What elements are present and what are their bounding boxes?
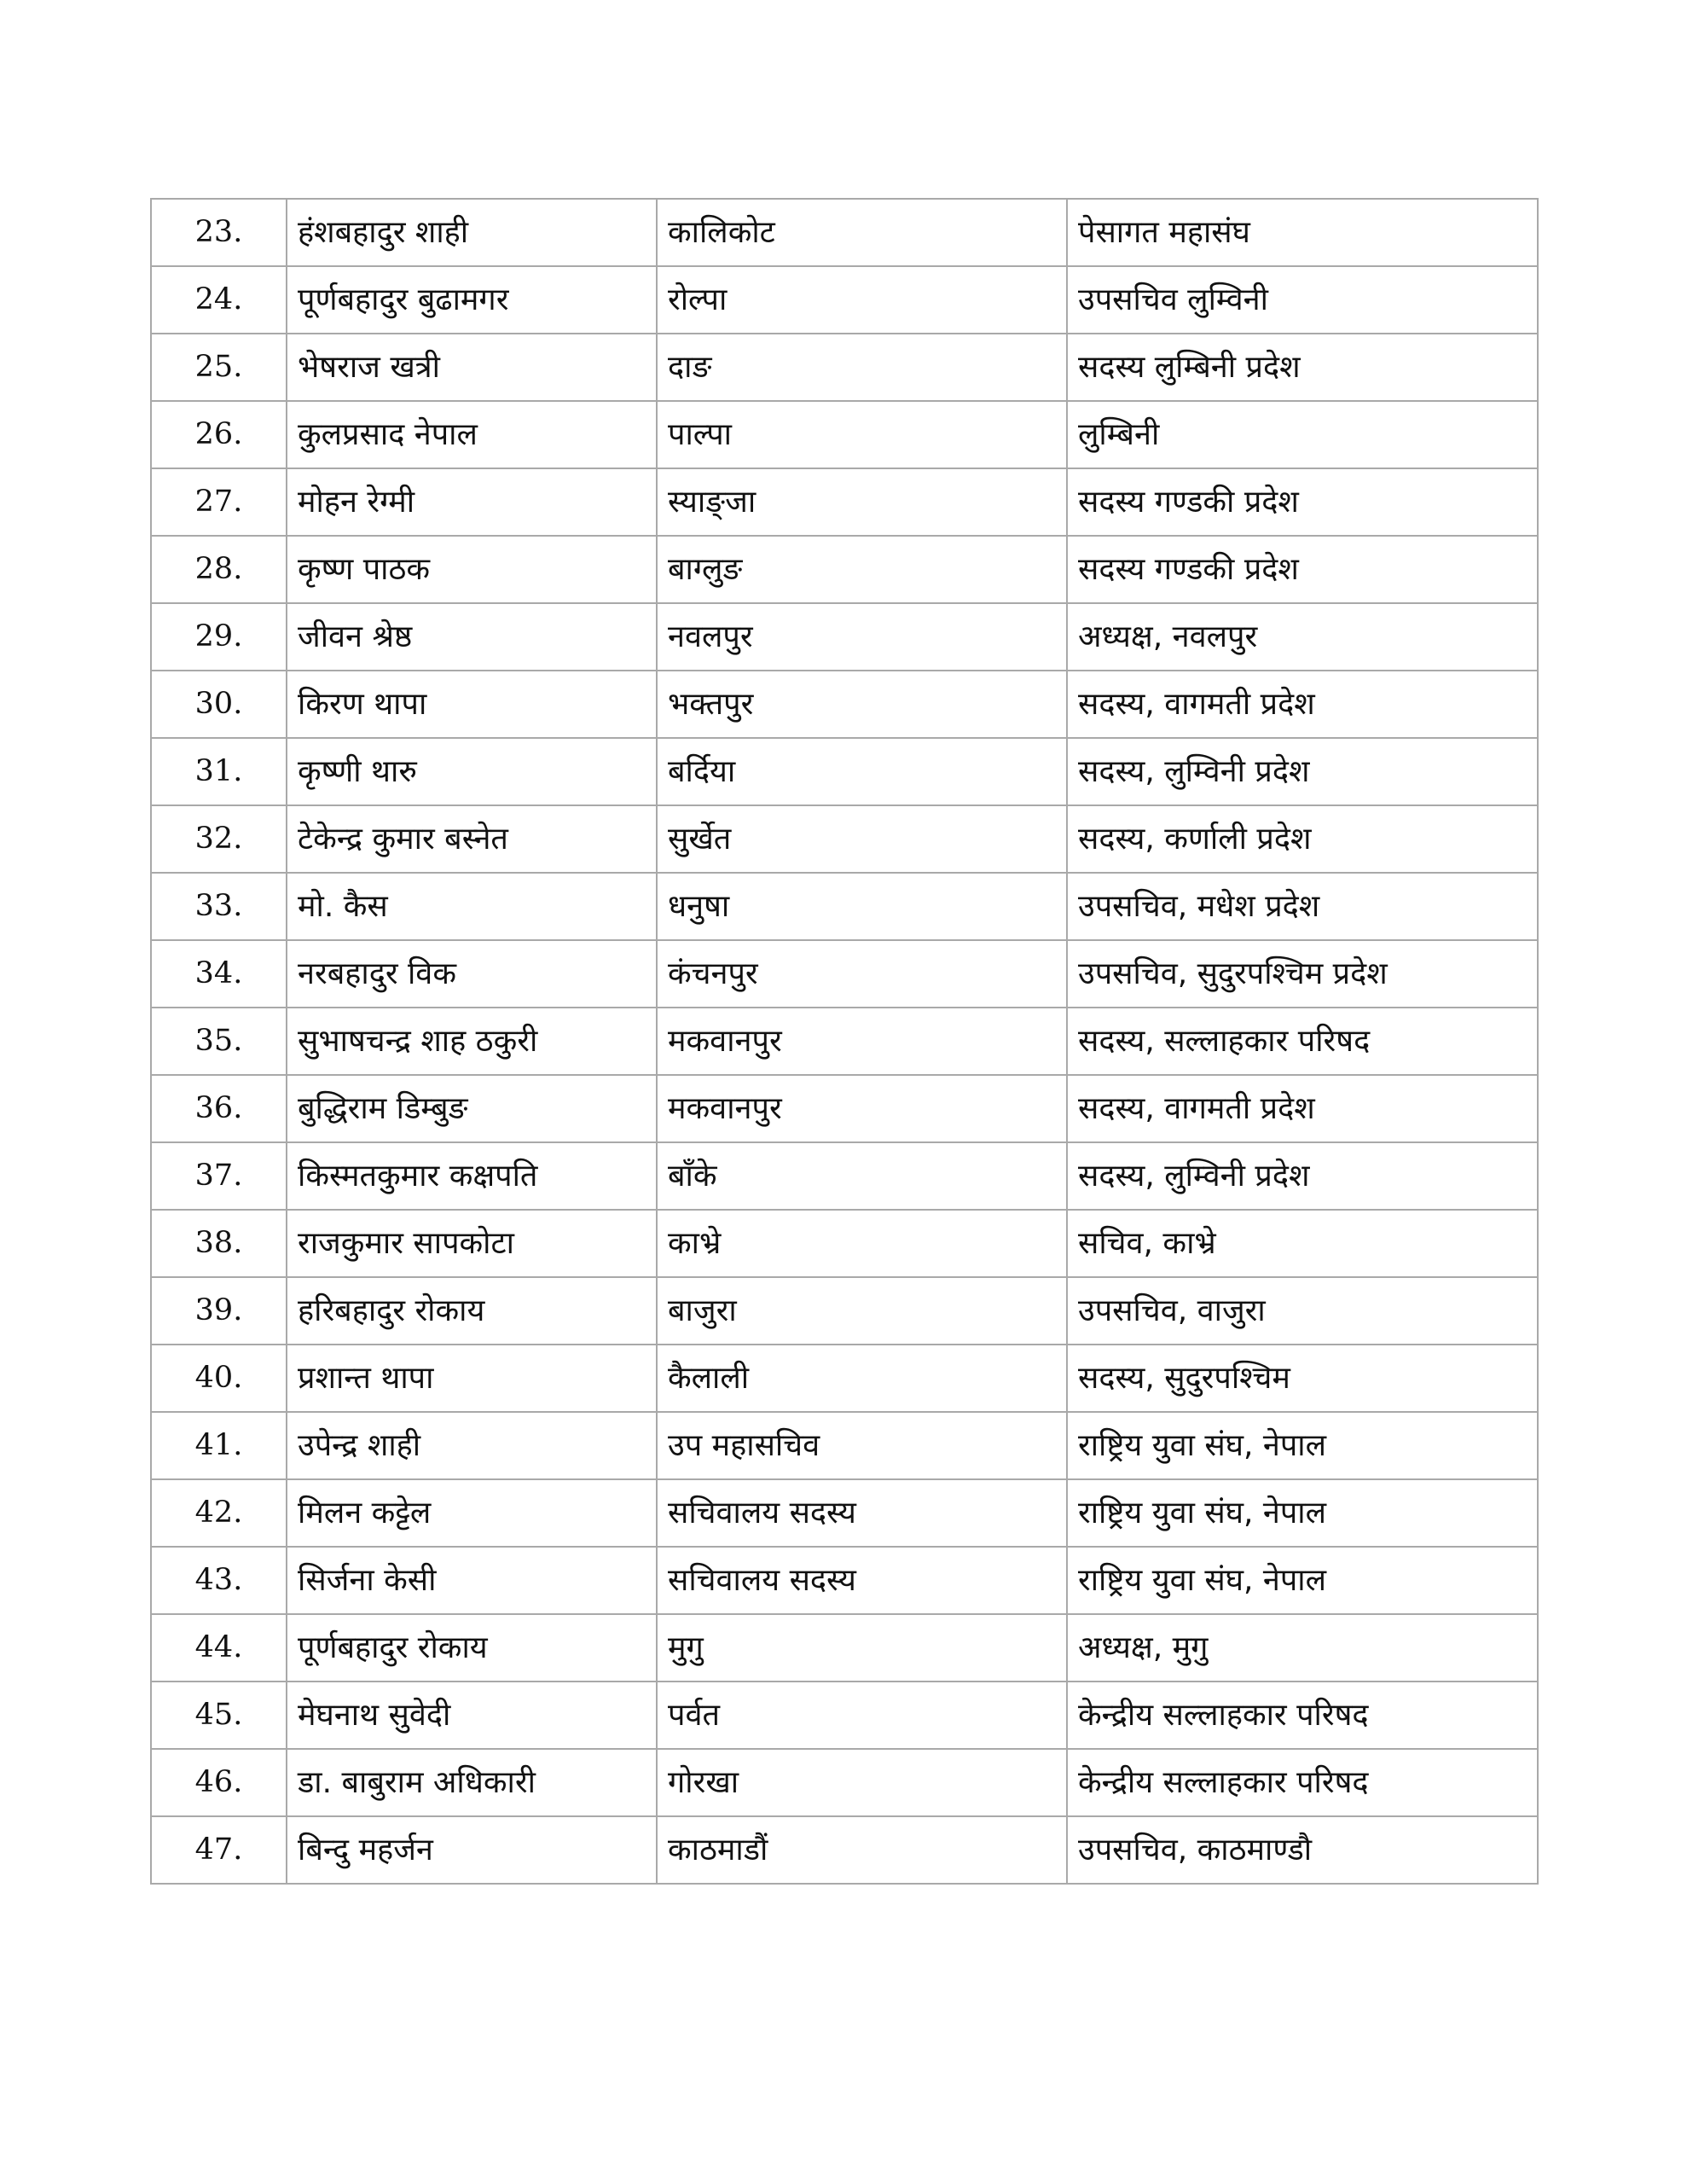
member-name: मिलन कट्टेल (287, 1479, 657, 1547)
member-name: बिन्दु महर्जन (287, 1816, 657, 1884)
member-district: भक्तपुर (657, 671, 1067, 738)
member-position: उपसचिव, सुदुरपश्चिम प्रदेश (1067, 940, 1538, 1008)
table-row (151, 536, 1538, 603)
table-row (151, 940, 1538, 1008)
member-position: उपसचिव, काठमाण्डौ (1067, 1816, 1538, 1884)
member-position: सदस्य, कर्णाली प्रदेश (1067, 805, 1538, 873)
table-row (151, 401, 1538, 468)
member-district: काठमाडौं (657, 1816, 1067, 1884)
member-district: सुर्खेत (657, 805, 1067, 873)
member-position: सदस्य, लुम्विनी प्रदेश (1067, 1142, 1538, 1210)
row-number: 36. (151, 1075, 287, 1142)
row-number: 25. (151, 334, 287, 401)
row-number: 37. (151, 1142, 287, 1210)
member-name: टेकेन्द्र कुमार बस्नेत (287, 805, 657, 873)
member-district: काभ्रे (657, 1210, 1067, 1277)
row-number: 44. (151, 1614, 287, 1682)
row-number: 35. (151, 1008, 287, 1075)
member-name: प्रशान्त थापा (287, 1345, 657, 1412)
row-number: 33. (151, 873, 287, 940)
member-table (150, 198, 1539, 1885)
member-name: मेघनाथ सुवेदी (287, 1682, 657, 1749)
table-row (151, 805, 1538, 873)
member-position: अध्यक्ष, मुगु (1067, 1614, 1538, 1682)
member-position: उपसचिव, मधेश प्रदेश (1067, 873, 1538, 940)
member-position: राष्ट्रिय युवा संघ, नेपाल (1067, 1479, 1538, 1547)
member-district: मकवानपुर (657, 1075, 1067, 1142)
table-row (151, 199, 1538, 266)
member-district: उप महासचिव (657, 1412, 1067, 1479)
member-district: कैलाली (657, 1345, 1067, 1412)
row-number: 26. (151, 401, 287, 468)
table-row (151, 1008, 1538, 1075)
member-district: बर्दिया (657, 738, 1067, 805)
table-row (151, 1345, 1538, 1412)
row-number: 46. (151, 1749, 287, 1816)
row-number: 47. (151, 1816, 287, 1884)
table-row (151, 1277, 1538, 1345)
table-row (151, 1479, 1538, 1547)
member-name: पूर्णबहादुर बुढामगर (287, 266, 657, 334)
member-position: केन्द्रीय सल्लाहकार परिषद (1067, 1749, 1538, 1816)
member-name: नरबहादुर विक (287, 940, 657, 1008)
table-row (151, 873, 1538, 940)
member-position: सदस्य, वागमती प्रदेश (1067, 671, 1538, 738)
member-position: उपसचिव, वाजुरा (1067, 1277, 1538, 1345)
member-position: पेसागत महासंघ (1067, 199, 1538, 266)
member-district: नवलपुर (657, 603, 1067, 671)
member-position: केन्द्रीय सल्लाहकार परिषद (1067, 1682, 1538, 1749)
row-number: 24. (151, 266, 287, 334)
member-district: मकवानपुर (657, 1008, 1067, 1075)
member-name: हरिबहादुर रोकाय (287, 1277, 657, 1345)
member-district: बाग्लुङ (657, 536, 1067, 603)
member-name: उपेन्द्र शाही (287, 1412, 657, 1479)
row-number: 29. (151, 603, 287, 671)
member-name: किस्मतकुमार कक्षपति (287, 1142, 657, 1210)
member-position: राष्ट्रिय युवा संघ, नेपाल (1067, 1412, 1538, 1479)
member-name: कृष्णी थारु (287, 738, 657, 805)
table-row (151, 1614, 1538, 1682)
member-district: सचिवालय सदस्य (657, 1547, 1067, 1614)
row-number: 40. (151, 1345, 287, 1412)
member-position: राष्ट्रिय युवा संघ, नेपाल (1067, 1547, 1538, 1614)
member-position: सचिव, काभ्रे (1067, 1210, 1538, 1277)
member-position: सदस्य गण्डकी प्रदेश (1067, 468, 1538, 536)
member-name: जीवन श्रेष्ठ (287, 603, 657, 671)
member-name: पूर्णबहादुर रोकाय (287, 1614, 657, 1682)
row-number: 23. (151, 199, 287, 266)
member-position: सदस्य, वागमती प्रदेश (1067, 1075, 1538, 1142)
row-number: 30. (151, 671, 287, 738)
member-district: बाँके (657, 1142, 1067, 1210)
row-number: 43. (151, 1547, 287, 1614)
row-number: 38. (151, 1210, 287, 1277)
member-name: भेषराज खत्री (287, 334, 657, 401)
member-district: पर्वत (657, 1682, 1067, 1749)
table-row (151, 1412, 1538, 1479)
member-district: सचिवालय सदस्य (657, 1479, 1067, 1547)
member-district: कालिकोट (657, 199, 1067, 266)
row-number: 27. (151, 468, 287, 536)
member-district: दाङ (657, 334, 1067, 401)
member-district: मुगु (657, 1614, 1067, 1682)
table-row (151, 738, 1538, 805)
member-name: सुभाषचन्द्र शाह ठकुरी (287, 1008, 657, 1075)
table-row (151, 1682, 1538, 1749)
member-position: लुम्बिनी (1067, 401, 1538, 468)
table-row (151, 1142, 1538, 1210)
member-position: सदस्य, लुम्विनी प्रदेश (1067, 738, 1538, 805)
member-position: अध्यक्ष, नवलपुर (1067, 603, 1538, 671)
member-name: बुद्धिराम डिम्बुङ (287, 1075, 657, 1142)
member-name: राजकुमार सापकोटा (287, 1210, 657, 1277)
member-district: धनुषा (657, 873, 1067, 940)
member-district: पाल्पा (657, 401, 1067, 468)
member-position: सदस्य लुम्बिनी प्रदेश (1067, 334, 1538, 401)
row-number: 42. (151, 1479, 287, 1547)
row-number: 28. (151, 536, 287, 603)
table-row (151, 266, 1538, 334)
member-district: बाजुरा (657, 1277, 1067, 1345)
member-position: सदस्य गण्डकी प्रदेश (1067, 536, 1538, 603)
member-name: कुलप्रसाद नेपाल (287, 401, 657, 468)
table-row (151, 1210, 1538, 1277)
table-row (151, 1547, 1538, 1614)
row-number: 34. (151, 940, 287, 1008)
row-number: 39. (151, 1277, 287, 1345)
member-name: डा. बाबुराम अधिकारी (287, 1749, 657, 1816)
row-number: 45. (151, 1682, 287, 1749)
member-district: रोल्पा (657, 266, 1067, 334)
row-number: 31. (151, 738, 287, 805)
member-name: किरण थापा (287, 671, 657, 738)
member-name: सिर्जना केसी (287, 1547, 657, 1614)
table-row (151, 671, 1538, 738)
member-district: कंचनपुर (657, 940, 1067, 1008)
member-position: उपसचिव लुम्विनी (1067, 266, 1538, 334)
table-row (151, 603, 1538, 671)
member-name: कृष्ण पाठक (287, 536, 657, 603)
member-district: गोरखा (657, 1749, 1067, 1816)
table-row (151, 1749, 1538, 1816)
row-number: 32. (151, 805, 287, 873)
member-table-body (151, 199, 1538, 1884)
member-name: मोहन रेग्मी (287, 468, 657, 536)
table-row (151, 468, 1538, 536)
row-number: 41. (151, 1412, 287, 1479)
member-district: स्याङ्जा (657, 468, 1067, 536)
member-position: सदस्य, सल्लाहकार परिषद (1067, 1008, 1538, 1075)
member-name: हंशबहादुर शाही (287, 199, 657, 266)
table-row (151, 334, 1538, 401)
table-row (151, 1075, 1538, 1142)
member-name: मो. कैस (287, 873, 657, 940)
member-position: सदस्य, सुदुरपश्चिम (1067, 1345, 1538, 1412)
table-row (151, 1816, 1538, 1884)
